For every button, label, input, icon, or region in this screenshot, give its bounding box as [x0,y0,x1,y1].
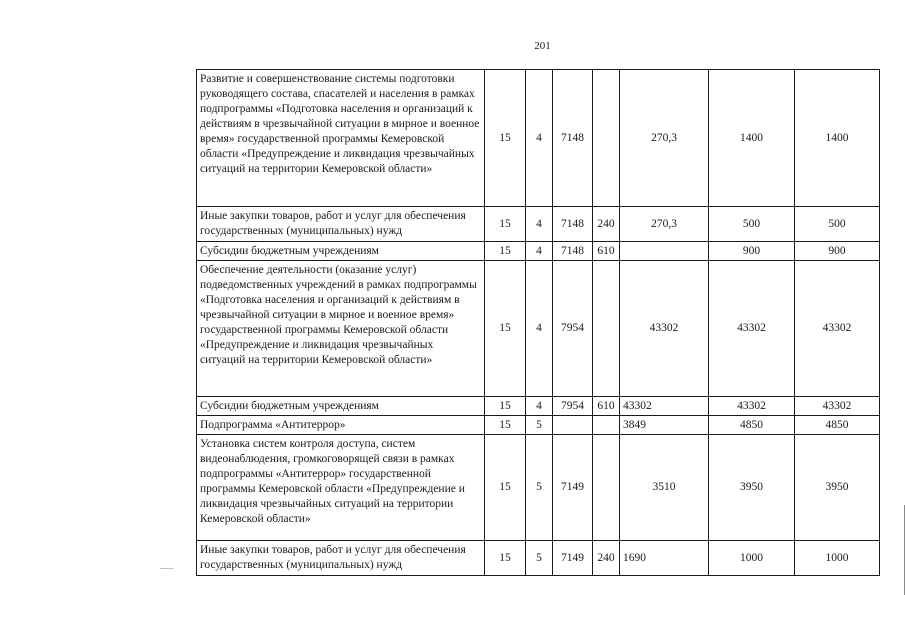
year2-amount-cell: 500 [709,207,795,242]
subsection-cell: 4 [526,70,553,207]
row-description: Иные закупки товаров, работ и услуг для обеспечения государственных (муниципальных) нужд [197,207,485,242]
article-cell: 7148 [553,242,593,261]
expense-type-cell [593,261,620,397]
expense-type-cell: 610 [593,397,620,416]
subsection-cell: 4 [526,397,553,416]
expense-type-cell [593,416,620,435]
year3-amount-cell: 1400 [795,70,880,207]
year2-amount-cell: 3950 [709,435,795,541]
year1-amount-cell: 270,3 [620,70,709,207]
scan-edge-mark [160,568,174,569]
article-cell: 7954 [553,397,593,416]
table-row [197,242,880,261]
expense-type-cell: 240 [593,207,620,242]
expense-type-cell [593,435,620,541]
section-cell: 15 [485,541,526,576]
year3-amount-cell: 1000 [795,541,880,576]
year2-amount-cell: 1000 [709,541,795,576]
year1-amount-cell: 270,3 [620,207,709,242]
year1-amount-cell: 43302 [620,397,709,416]
row-description: Субсидии бюджетным учреждениям [197,242,485,261]
table-row [197,416,880,435]
year3-amount-cell: 3950 [795,435,880,541]
section-cell: 15 [485,397,526,416]
subsection-cell: 4 [526,242,553,261]
row-description: Подпрограмма «Антитеррор» [197,416,485,435]
article-cell [553,416,593,435]
row-description: Обеспечение деятельности (оказание услуг) подведомственных учреждений в рамках подпрограммы «Подготовка населения и организаций к действиям в чрезвычайной ситуации в мирное и военное время» государственной программы Кемеровской области «Предупреждение и ликвидация чрезвычайных ситуаций на территории Кемеровской области» [197,261,485,397]
row-description: Развитие и совершенствование системы подготовки руководящего состава, спасателей и населения в рамках подпрограммы «Подготовка населения и организаций к действиям в чрезвычайной ситуации в мирное и военное время» государственной программы Кемеровской области «Предупреждение и ликвидация чрезвычайных ситуаций на территории Кемеровской области» [197,70,485,207]
year2-amount-cell: 4850 [709,416,795,435]
expense-type-cell: 240 [593,541,620,576]
subsection-cell: 5 [526,435,553,541]
table-row [197,70,880,207]
year2-amount-cell: 43302 [709,261,795,397]
budget-table [196,69,880,576]
expense-type-cell [593,70,620,207]
section-cell: 15 [485,70,526,207]
article-cell: 7954 [553,261,593,397]
section-cell: 15 [485,435,526,541]
year2-amount-cell: 1400 [709,70,795,207]
table-row [197,435,880,541]
table-row [197,207,880,242]
year3-amount-cell: 500 [795,207,880,242]
table-row [197,397,880,416]
article-cell: 7148 [553,207,593,242]
row-description: Субсидии бюджетным учреждениям [197,397,485,416]
article-cell: 7148 [553,70,593,207]
year1-amount-cell: 43302 [620,261,709,397]
section-cell: 15 [485,416,526,435]
article-cell: 7149 [553,435,593,541]
subsection-cell: 4 [526,261,553,397]
page-number: 201 [534,40,551,52]
article-cell: 7149 [553,541,593,576]
year3-amount-cell: 43302 [795,397,880,416]
year3-amount-cell: 43302 [795,261,880,397]
year2-amount-cell: 900 [709,242,795,261]
year1-amount-cell: 3849 [620,416,709,435]
row-description: Иные закупки товаров, работ и услуг для обеспечения государственных (муниципальных) нужд [197,541,485,576]
section-cell: 15 [485,261,526,397]
table-row [197,541,880,576]
row-description: Установка систем контроля доступа, систем видеонаблюдения, громкоговорящей связи в рамках подпрограммы «Антитеррор» государственной программы Кемеровской области «Предупреждение и ликвидация чрезвычайных ситуаций на территории Кемеровской области» [197,435,485,541]
subsection-cell: 5 [526,416,553,435]
year1-amount-cell: 3510 [620,435,709,541]
year1-amount-cell [620,242,709,261]
year2-amount-cell: 43302 [709,397,795,416]
expense-type-cell: 610 [593,242,620,261]
section-cell: 15 [485,207,526,242]
subsection-cell: 4 [526,207,553,242]
year3-amount-cell: 4850 [795,416,880,435]
table-row [197,261,880,397]
subsection-cell: 5 [526,541,553,576]
year1-amount-cell: 1690 [620,541,709,576]
section-cell: 15 [485,242,526,261]
year3-amount-cell: 900 [795,242,880,261]
